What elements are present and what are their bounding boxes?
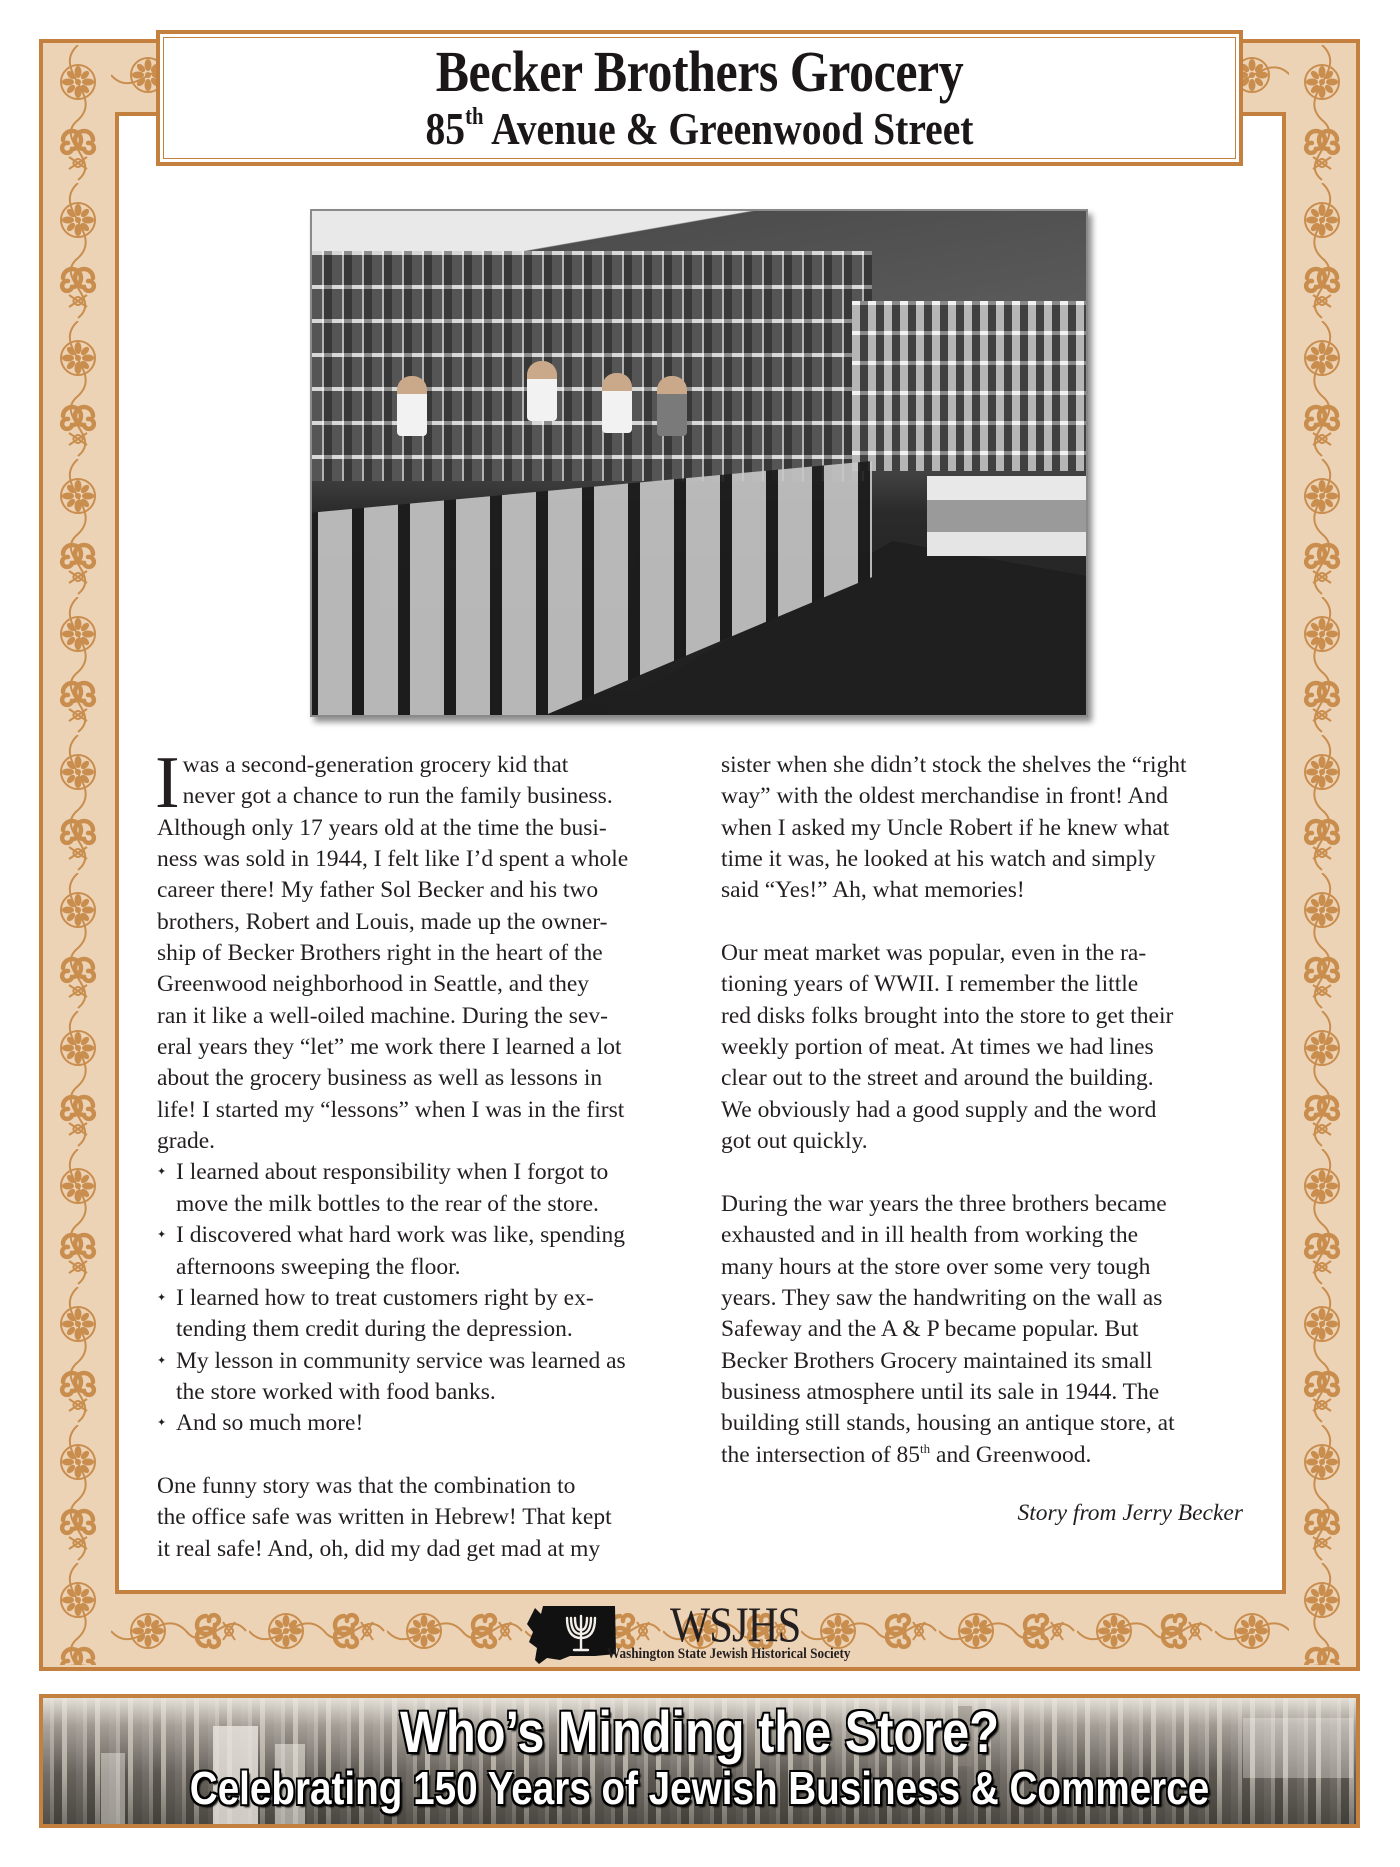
text-line: said “Yes!” Ah, what memories! <box>721 877 1025 904</box>
text-line: never got a chance to run the family business. <box>182 783 613 810</box>
text-line: My lesson in community service was learned as <box>176 1347 626 1374</box>
text-line: business atmosphere until its sale in 1944. The <box>721 1378 1160 1405</box>
logo-organization-name: Washington State Jewish Historical Society <box>607 1646 851 1662</box>
text-line: was a second-generation grocery kid that <box>182 752 569 778</box>
drop-cap: I <box>155 742 180 824</box>
text-line: time it was, he looked at his watch and simply <box>721 846 1156 873</box>
lesson-list-item <box>157 1283 697 1346</box>
star-bullet-icon: ✦ <box>157 1166 167 1179</box>
text-line: career there! My father Sol Becker and his two <box>157 877 599 904</box>
star-bullet-icon: ✦ <box>157 1354 167 1367</box>
story-right-column <box>721 750 1261 1471</box>
star-bullet-icon: ✦ <box>157 1229 167 1242</box>
scroll-flourish-icon <box>45 45 111 1665</box>
address-number: 85 <box>425 103 466 154</box>
text-fragment: and Greenwood. <box>930 1441 1092 1468</box>
text-line: many hours at the store over some very tough <box>721 1253 1151 1280</box>
text-line: During the war years the three brothers became <box>721 1190 1167 1217</box>
text-line: exhausted and in ill health from working the <box>721 1222 1139 1249</box>
text-line: One funny story was that the combination to <box>157 1472 576 1499</box>
text-line: ness was sold in 1944, I felt like I’d spent a whole <box>157 846 629 873</box>
text-fragment: the intersection of 85 <box>721 1441 921 1468</box>
exhibit-banner <box>39 1694 1360 1828</box>
text-line: sister when she didn’t stock the shelves the “right <box>721 752 1187 778</box>
text-line: building still stands, housing an antique store, at <box>721 1410 1175 1437</box>
text-line: grade. <box>157 1128 216 1155</box>
photo-person <box>657 376 687 436</box>
story-left-column <box>155 742 697 1565</box>
lesson-list-item <box>157 1346 697 1409</box>
photo-shelves-left <box>312 251 872 481</box>
text-line: move the milk bottles to the rear of the store. <box>176 1190 599 1217</box>
text-line: I learned about responsibility when I forgot to <box>176 1159 609 1186</box>
lesson-list-item <box>157 1157 697 1220</box>
text-line: got out quickly. <box>721 1128 868 1155</box>
text-line <box>721 1440 1261 1471</box>
text-line: afternoons sweeping the floor. <box>176 1253 461 1280</box>
text-line: tending them credit during the depression. <box>176 1316 573 1343</box>
text-line: Becker Brothers Grocery maintained its small <box>721 1347 1153 1374</box>
text-line: weekly portion of meat. At times we had lines <box>721 1034 1154 1061</box>
text-line: I learned how to treat customers right by ex- <box>176 1284 594 1311</box>
text-line: tioning years of WWII. I remember the little <box>721 971 1139 998</box>
text-line: red disks folks brought into the store to get their <box>721 1002 1174 1029</box>
paragraph-gap <box>721 907 1261 938</box>
paragraph-gap <box>157 1440 697 1471</box>
banner-title: Who’s Minding the Store? <box>399 1700 999 1765</box>
text-line: eral years they “let” me work there I learned a lot <box>157 1034 622 1061</box>
ordinal-suffix: th <box>920 1440 931 1456</box>
text-line: ship of Becker Brothers right in the heart of the <box>157 940 603 967</box>
address-ordinal: th <box>465 104 484 130</box>
logo-acronym: WSJHS <box>670 1596 801 1652</box>
text-line: And so much more! <box>176 1410 364 1437</box>
text-line: about the grocery business as well as lessons in <box>157 1065 603 1092</box>
photo-person <box>602 373 632 433</box>
text-line: life! I started my “lessons” when I was in the first <box>157 1096 625 1123</box>
text-line: Safeway and the A & P became popular. But <box>721 1316 1139 1343</box>
banner-subtitle: Celebrating 150 Years of Jewish Business & Commerce <box>189 1762 1210 1814</box>
photo-shelves-right <box>852 301 1088 471</box>
title-box <box>156 30 1243 166</box>
ornament-left-strip <box>45 45 111 1665</box>
text-line: Greenwood neighborhood in Seattle, and they <box>157 971 590 998</box>
photo-person <box>527 361 557 421</box>
lesson-list-item <box>157 1408 697 1439</box>
address-street: Avenue & Greenwood Street <box>483 103 974 154</box>
paragraph-gap <box>721 1157 1261 1188</box>
photo-display-case <box>927 476 1088 556</box>
skyline-building <box>101 1753 125 1828</box>
text-line: Our meat market was popular, even in the ra- <box>721 940 1147 967</box>
text-line: when I asked my Uncle Robert if he knew what <box>721 814 1170 841</box>
text-line: clear out to the street and around the building. <box>721 1065 1154 1092</box>
text-line: the office safe was written in Hebrew! That kept <box>157 1504 612 1531</box>
text-line: the store worked with food banks. <box>176 1378 496 1405</box>
text-line: We obviously had a good supply and the word <box>721 1096 1157 1123</box>
page-title: Becker Brothers Grocery <box>435 39 964 104</box>
page-subtitle-address <box>236 102 1164 156</box>
store-interior-photo <box>310 209 1088 717</box>
wsjhs-logo <box>525 1596 895 1668</box>
text-line: I discovered what hard work was like, spending <box>176 1222 625 1249</box>
text-line: years. They saw the handwriting on the wall as <box>721 1284 1163 1311</box>
text-line: brothers, Robert and Louis, made up the owner- <box>157 908 608 935</box>
star-bullet-icon: ✦ <box>157 1291 167 1304</box>
star-bullet-icon: ✦ <box>157 1417 167 1430</box>
text-line: way” with the oldest merchandise in front! And <box>721 783 1169 810</box>
story-attribution: Story from Jerry Becker <box>1017 1500 1243 1526</box>
text-line: Although only 17 years old at the time the busi- <box>157 814 607 841</box>
text-line: ran it like a well-oiled machine. During the sev- <box>157 1002 608 1029</box>
lesson-list-item <box>157 1220 697 1283</box>
photo-person <box>397 376 427 436</box>
skyline-building <box>1243 1718 1353 1778</box>
ornament-right-strip <box>1289 45 1355 1665</box>
text-line: it real safe! And, oh, did my dad get mad at my <box>157 1535 601 1562</box>
scroll-flourish-icon <box>1289 45 1355 1665</box>
washington-state-menorah-icon <box>525 1604 620 1664</box>
